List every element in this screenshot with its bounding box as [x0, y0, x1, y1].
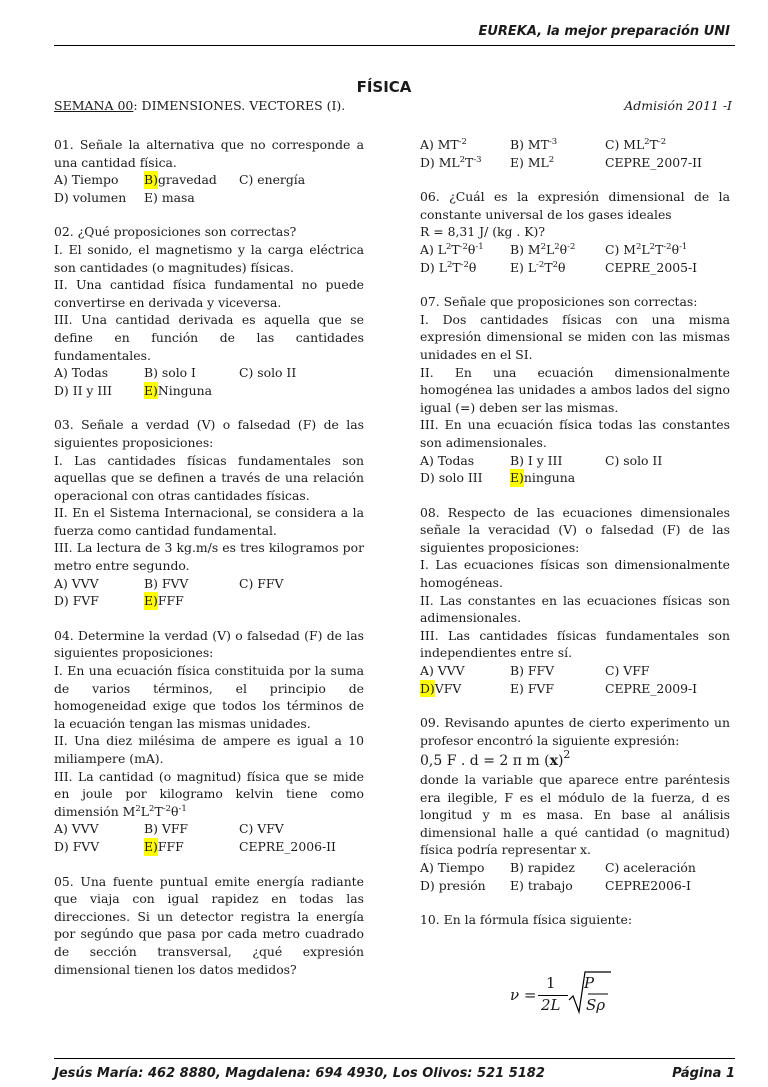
- option-e-text: Ninguna: [157, 382, 212, 398]
- options-row: [420, 662, 730, 680]
- options-row: [420, 859, 730, 877]
- fraction-denominator: 2L: [541, 996, 561, 1014]
- question-text: 10. En la fórmula física siguiente:: [420, 912, 633, 928]
- options-row: [420, 259, 730, 277]
- option-b[interactable]: B) FFV: [510, 663, 555, 679]
- footer: [54, 1066, 735, 1081]
- option-d[interactable]: D) $L^2T^{-2}\theta$: [420, 259, 477, 275]
- sqrt-denominator: Sρ: [586, 996, 606, 1014]
- footer-rule: [54, 1058, 735, 1059]
- nu-symbol: ν =: [510, 986, 537, 1004]
- options-row: [54, 382, 364, 400]
- semana-label: SEMANA 00: [54, 98, 134, 113]
- proposition-ii: II. En el Sistema Internacional, se considera a la fuerza como cantidad fundamental.: [54, 505, 364, 538]
- option-b-text: gravedad: [157, 172, 217, 188]
- question-02: [54, 223, 364, 399]
- option-e[interactable]: [144, 592, 239, 610]
- option-e[interactable]: [144, 382, 239, 400]
- header-brand: EUREKA, la mejor preparación UNI: [478, 24, 730, 39]
- semana-heading: [54, 98, 345, 113]
- proposition-i: I. Dos cantidades físicas con una misma expresión dimensional se miden con las mismas unidades en el SI.: [420, 311, 730, 362]
- question-03: [54, 416, 364, 610]
- option-a[interactable]: A) Tiempo: [54, 172, 119, 188]
- option-b[interactable]: B) VFF: [144, 821, 189, 837]
- formula: 0,5 F . d = 2 π m $(x)^2$: [420, 748, 571, 770]
- options-row: [420, 452, 730, 470]
- options-row: [54, 592, 364, 610]
- proposition-i: I. Las ecuaciones físicas son dimensionalmente homogéneas.: [420, 557, 730, 591]
- option-a[interactable]: A) Todas: [420, 452, 475, 468]
- options-row: [54, 575, 364, 593]
- proposition-i: I. El sonido, el magnetismo y la carga eléctrica son cantidades (o magnitudes) físicas.: [54, 241, 364, 275]
- option-c[interactable]: C) solo II: [239, 365, 297, 381]
- option-b[interactable]: B) solo I: [144, 365, 196, 381]
- right-column: [420, 136, 730, 929]
- option-a[interactable]: A) $L^2T^{-2}\theta^{-1}$: [420, 241, 484, 257]
- option-a[interactable]: A) Todas: [54, 365, 109, 381]
- option-e[interactable]: E) $ML^2$: [510, 154, 555, 170]
- option-d-text: VFV: [434, 680, 462, 696]
- option-d[interactable]: D) FVF: [54, 593, 99, 609]
- gas-constant: R = 8,31 J/ (kg . K)?: [420, 224, 546, 240]
- options-row: [54, 189, 364, 207]
- question-07: [420, 293, 730, 487]
- question-text: 01. Señale la alternativa que no corresponde a una cantidad física.: [54, 137, 364, 170]
- header-rule: [54, 45, 735, 46]
- question-01: [54, 136, 364, 206]
- option-b[interactable]: B) rapidez: [510, 859, 575, 875]
- semana-topic: : DIMENSIONES. VECTORES (I).: [133, 98, 346, 113]
- proposition-i: I. En una ecuación física constituida por la suma de varios términos, el principio de homogeneidad exige que todos los términos de la ecuación tengan las mismas unidades.: [54, 663, 364, 731]
- source-tag: CEPRE2006-I: [605, 877, 691, 893]
- option-c[interactable]: C) VFF: [605, 663, 650, 679]
- answer-highlight: E): [144, 838, 158, 854]
- answer-highlight: B): [144, 172, 158, 188]
- proposition-iii: III. La cantidad (o magnitud) física que se mide en joule por kilogramo kelvin tiene como dimensión $M^2L^2T^{-2}\theta^{-1}$: [54, 768, 364, 819]
- question-text: 03. Señale a verdad (V) o falsedad (F) de las siguientes proposiciones:: [54, 417, 364, 450]
- option-e[interactable]: E) trabajo: [510, 877, 573, 893]
- option-d[interactable]: D) FVV: [54, 838, 100, 854]
- footer-contacts: Jesús María: 462 8880, Magdalena: 694 4930, Los Olivos: 521 5182: [54, 1066, 545, 1081]
- options-row: [54, 364, 364, 382]
- options-row: [420, 154, 730, 172]
- option-b[interactable]: [144, 171, 239, 189]
- question-04: [54, 627, 364, 856]
- options-row: [420, 877, 730, 895]
- sqrt-numerator: P: [584, 974, 595, 992]
- option-e[interactable]: E) FVF: [510, 680, 554, 696]
- option-c[interactable]: C) energía: [239, 172, 306, 188]
- option-d[interactable]: [420, 680, 510, 698]
- question-09: [420, 714, 730, 894]
- answer-highlight: E): [144, 593, 158, 609]
- question-text: 07. Señale que proposiciones son correctas:: [420, 294, 698, 310]
- question-08: [420, 504, 730, 698]
- option-c[interactable]: C) $M^2L^2T^{-2}\theta^{-1}$: [605, 241, 688, 257]
- question-10: [420, 911, 730, 929]
- fraction-numerator: 1: [546, 974, 556, 992]
- source-tag: CEPRE_2006-II: [239, 838, 336, 854]
- proposition-ii: II. Las constantes en las ecuaciones físicas son adimensionales.: [420, 592, 730, 626]
- option-a[interactable]: A) $MT^{-2}$: [420, 137, 467, 152]
- admision-label: Admisión 2011 -I: [624, 98, 732, 113]
- question-text: 06. ¿Cuál es la expresión dimensional de la constante universal de los gases ideales: [420, 189, 730, 222]
- proposition-iii: III. La lectura de 3 kg.m/s es tres kilogramos por metro entre segundo.: [54, 540, 364, 574]
- proposition-iii: III. Una cantidad derivada es aquella que se define en función de las cantidades fundamentales.: [54, 312, 364, 363]
- option-e-text: ninguna: [523, 470, 576, 486]
- page-number: Página 1: [672, 1066, 735, 1081]
- answer-highlight: E): [144, 382, 158, 398]
- option-d[interactable]: D) solo III: [420, 470, 483, 486]
- options-row: [420, 136, 730, 154]
- option-e[interactable]: [510, 469, 605, 487]
- proposition-i: I. Las cantidades físicas fundamentales son aquellas que se definen a través de una relación operacional con otras cantidades físicas.: [54, 452, 364, 503]
- option-a[interactable]: A) VVV: [54, 575, 99, 591]
- option-c[interactable]: C) aceleración: [605, 859, 696, 875]
- option-e-text: FFF: [157, 838, 184, 854]
- options-row: [54, 171, 364, 189]
- option-a[interactable]: A) Tiempo: [420, 859, 485, 875]
- page-title: FÍSICA: [356, 78, 412, 96]
- left-column: [54, 136, 364, 978]
- source-tag: CEPRE_2007-II: [605, 154, 702, 170]
- source-tag: CEPRE_2009-I: [605, 680, 698, 696]
- options-row: [420, 241, 730, 259]
- proposition-iii: III. En una ecuación física todas las constantes son adimensionales.: [420, 417, 730, 450]
- answer-highlight: D): [420, 680, 435, 696]
- option-d[interactable]: D) $ML^2T^{-3}$: [420, 154, 482, 170]
- question-text: 09. Revisando apuntes de cierto experimento un profesor encontró la siguiente expresión:: [420, 715, 730, 748]
- option-a[interactable]: A) VVV: [420, 663, 465, 679]
- question-06: [420, 188, 730, 276]
- question-text: 08. Respecto de las ecuaciones dimensionales señale la veracidad (V) o falsedad (F) de las siguientes proposiciones:: [420, 504, 730, 555]
- options-row: [420, 680, 730, 698]
- proposition-iii: III. Las cantidades físicas fundamentales son independientes entre sí.: [420, 627, 730, 661]
- option-e[interactable]: [144, 838, 239, 856]
- option-e[interactable]: E) masa: [144, 189, 195, 205]
- option-b[interactable]: B) $M^2L^2\theta^{-2}$: [510, 241, 576, 257]
- option-b[interactable]: B) I y III: [510, 452, 563, 468]
- question-text: 04. Determine la verdad (V) o falsedad (F) de las siguientes proposiciones:: [54, 627, 364, 661]
- option-d[interactable]: D) II y III: [54, 382, 113, 398]
- options-row: [420, 469, 730, 487]
- option-e-text: FFF: [157, 593, 184, 609]
- question-text-continued: donde la variable que aparece entre paréntesis era ilegible, F es el módulo de la fuerza, d es longitud y m es masa. En base al análisis dimensional halle a qué cantidad (o magnitud) física podría representar x.: [420, 772, 730, 858]
- proposition-ii: II. Una cantidad física fundamental no puede convertirse en derivada y viceversa.: [54, 277, 364, 310]
- option-e[interactable]: E) $L^{-2}T^2\theta$: [510, 259, 566, 275]
- option-b[interactable]: B) $MT^{-3}$: [510, 137, 558, 152]
- question-05: [54, 873, 364, 979]
- formula-variable: x: [549, 753, 558, 770]
- question-text: 05. Una fuente puntual emite energía radiante que viaja con igual rapidez en todas las direcciones. Si un detector registra la energía por segúndo que pasa por cada metro cuadrado de sección transversal, ¿qué expresión dimensional tienen los datos medidos?: [54, 873, 364, 977]
- option-c[interactable]: C) $ML^2T^{-2}$: [605, 137, 667, 152]
- source-tag: CEPRE_2005-I: [605, 259, 698, 275]
- proposition-ii: II. Una diez milésima de ampere es igual a 10 miliampere (mA).: [54, 733, 364, 766]
- option-d[interactable]: D) presión: [420, 877, 486, 893]
- proposition-ii: II. En una ecuación dimensionalmente homogénea las unidades a ambos lados del signo igual (=) deben ser las mismas.: [420, 364, 730, 415]
- option-c[interactable]: C) VFV: [239, 821, 284, 837]
- answer-highlight: E): [510, 470, 524, 486]
- question-text: 02. ¿Qué proposiciones son correctas?: [54, 224, 297, 240]
- formula-text: 0,5 F . d = 2 π m (: [420, 753, 550, 770]
- option-d[interactable]: D) volumen: [54, 189, 127, 205]
- options-row: [54, 838, 364, 856]
- proposition-iii-text: III. La cantidad (o magnitud) física que se mide en joule por kilogramo kelvin tiene como dimensión M: [54, 768, 364, 819]
- option-b[interactable]: B) FVV: [144, 575, 189, 591]
- options-row: [54, 820, 364, 838]
- option-a[interactable]: A) VVV: [54, 821, 99, 837]
- option-c[interactable]: C) solo II: [605, 452, 663, 468]
- question-05-options: [420, 136, 730, 171]
- option-c[interactable]: C) FFV: [239, 575, 284, 591]
